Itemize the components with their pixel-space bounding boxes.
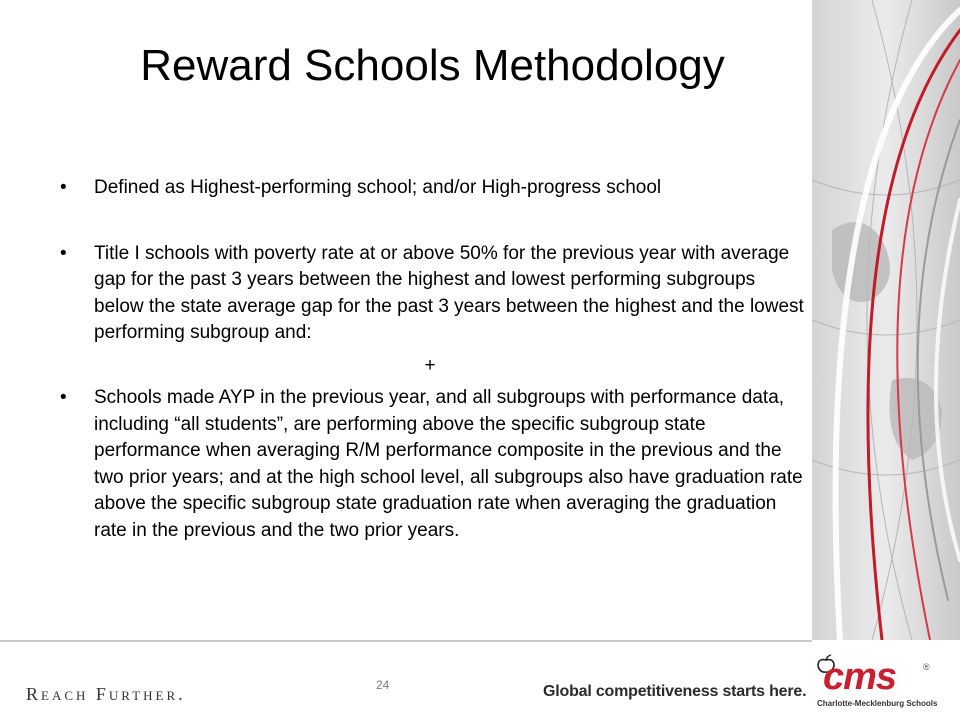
globe-swoosh-graphic (812, 0, 960, 640)
bullet-text: Title I schools with poverty rate at or above 50% for the previous year with average gap for the past 3 years between the highest and lowest performing subgroups below the state average gap for the past 3 years between the highest and the lowest performing subgroup and: (94, 242, 804, 343)
bullet-list (60, 175, 805, 544)
slide-title: Reward Schools Methodology (140, 41, 725, 90)
bullet-item (60, 241, 805, 347)
footer-divider (0, 640, 812, 642)
registered-mark: ® (923, 662, 930, 672)
bullet-text: Defined as Highest-performing school; and/or High-progress school (94, 177, 662, 198)
bullet-item (60, 175, 805, 202)
bullet-dot: • (60, 242, 67, 264)
bullet-text: Schools made AYP in the previous year, and all subgroups with performance data, including “all students”, are performing above the specific subgroup state performance when averaging R/M performance composite in the previous and the two prior years; and at the high school level, all subgroups also have graduation rate above the specific subgroup state graduation rate when averaging the graduation rate in the previous and the two prior years. (94, 387, 803, 541)
page-number: 24 (376, 678, 390, 692)
plus-connector: + (424, 354, 436, 376)
footer-tagline: Global competitiveness starts here. (543, 683, 807, 700)
reach-further-text: Reach Further. (26, 684, 186, 704)
bullet-dot: • (60, 177, 67, 198)
cms-logo (813, 652, 953, 712)
cms-logo-wordmark: cms (823, 656, 897, 698)
bullet-item (60, 385, 805, 544)
cms-logo-subtitle: Charlotte-Mecklenburg Schools (817, 699, 938, 708)
bullet-dot: • (60, 387, 67, 408)
